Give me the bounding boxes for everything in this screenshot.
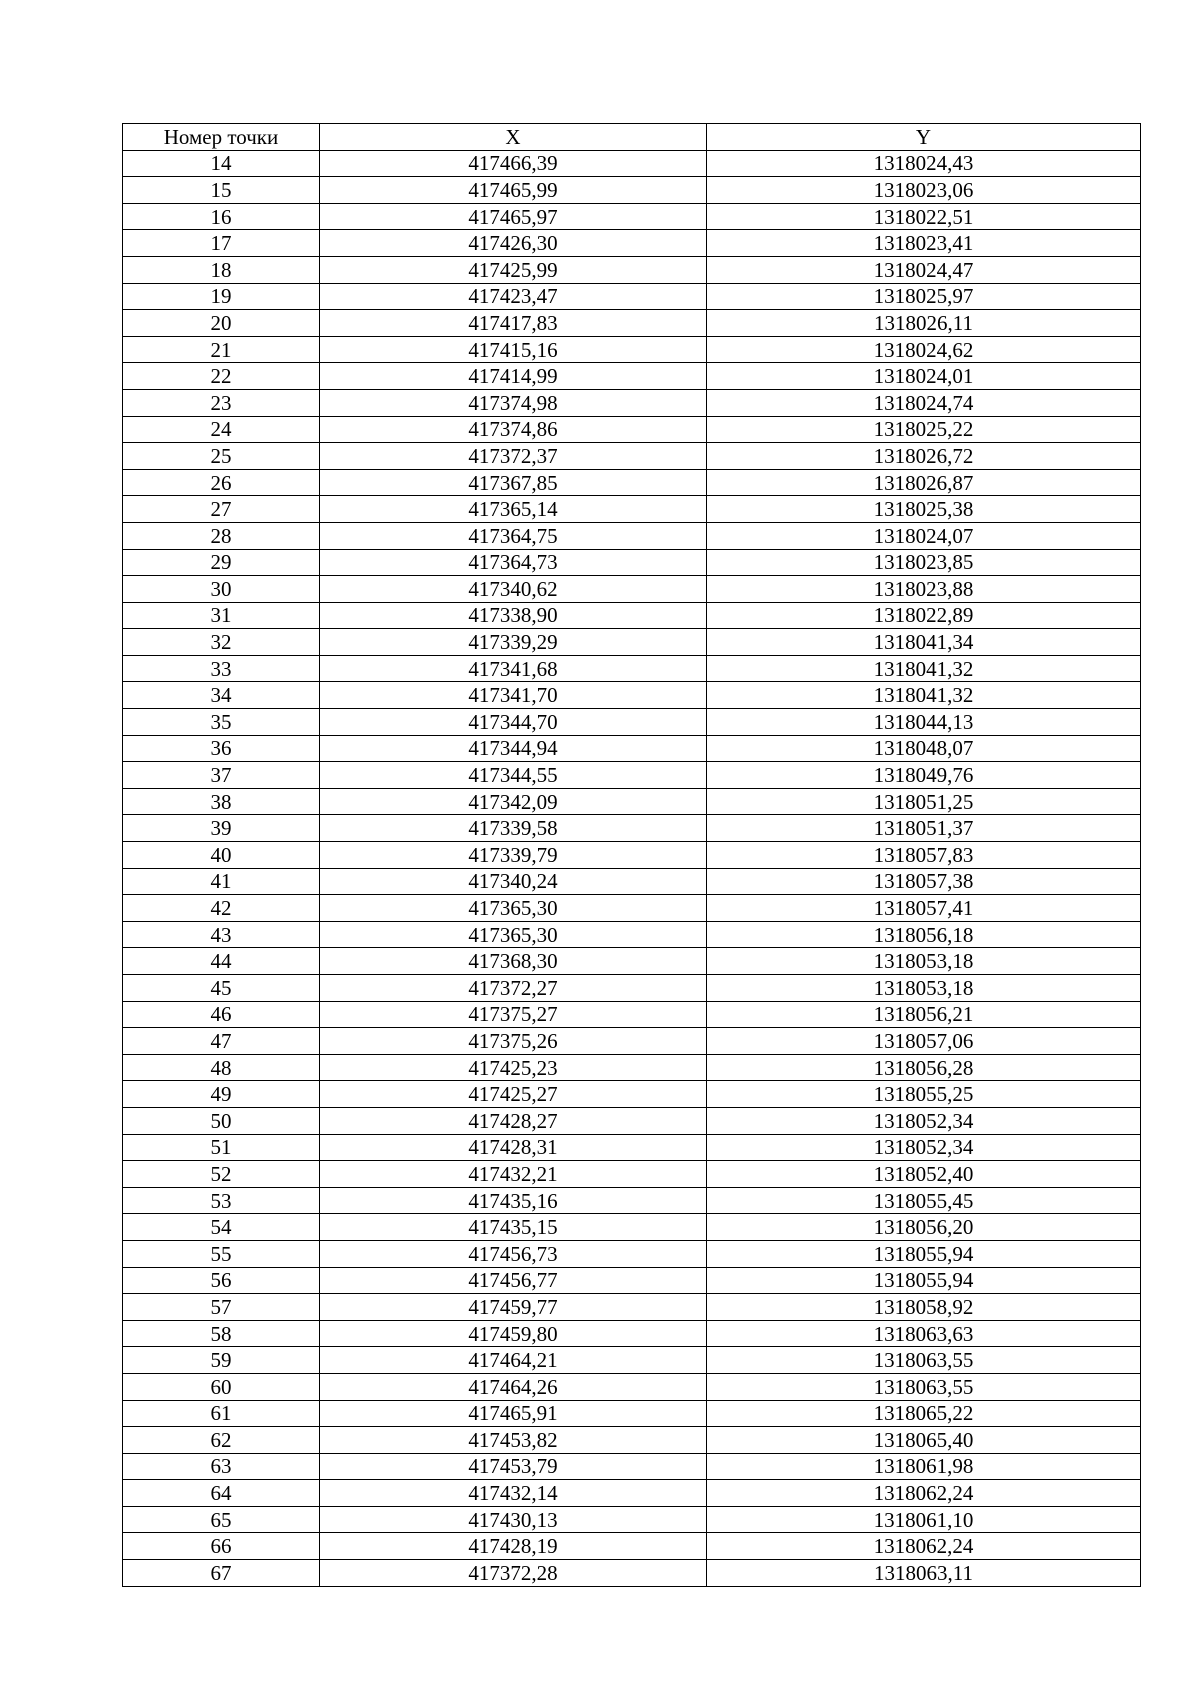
cell-y: 1318061,98 <box>707 1453 1141 1480</box>
cell-point-number: 67 <box>123 1560 320 1587</box>
table-row <box>123 496 1141 523</box>
cell-point-number: 54 <box>123 1214 320 1241</box>
cell-x: 417428,27 <box>320 1107 707 1134</box>
cell-point-number: 61 <box>123 1400 320 1427</box>
cell-x: 417365,30 <box>320 921 707 948</box>
table-body <box>123 150 1141 1586</box>
cell-point-number: 58 <box>123 1320 320 1347</box>
cell-y: 1318044,13 <box>707 709 1141 736</box>
cell-x: 417344,94 <box>320 735 707 762</box>
cell-x: 417465,91 <box>320 1400 707 1427</box>
table-row <box>123 682 1141 709</box>
cell-point-number: 63 <box>123 1453 320 1480</box>
table-row <box>123 762 1141 789</box>
cell-x: 417339,79 <box>320 842 707 869</box>
cell-x: 417368,30 <box>320 948 707 975</box>
table-row <box>123 416 1141 443</box>
cell-y: 1318051,37 <box>707 815 1141 842</box>
cell-point-number: 34 <box>123 682 320 709</box>
cell-y: 1318023,85 <box>707 549 1141 576</box>
table-row <box>123 1347 1141 1374</box>
cell-x: 417375,26 <box>320 1028 707 1055</box>
cell-y: 1318026,11 <box>707 310 1141 337</box>
table-row <box>123 443 1141 470</box>
cell-y: 1318051,25 <box>707 788 1141 815</box>
cell-point-number: 38 <box>123 788 320 815</box>
cell-y: 1318024,74 <box>707 389 1141 416</box>
cell-x: 417344,70 <box>320 709 707 736</box>
cell-x: 417338,90 <box>320 602 707 629</box>
table-row <box>123 1001 1141 1028</box>
cell-x: 417428,31 <box>320 1134 707 1161</box>
cell-point-number: 33 <box>123 655 320 682</box>
cell-x: 417423,47 <box>320 283 707 310</box>
cell-y: 1318024,62 <box>707 336 1141 363</box>
table-row <box>123 921 1141 948</box>
cell-point-number: 29 <box>123 549 320 576</box>
cell-x: 417425,23 <box>320 1054 707 1081</box>
cell-y: 1318023,41 <box>707 230 1141 257</box>
cell-point-number: 35 <box>123 709 320 736</box>
cell-point-number: 48 <box>123 1054 320 1081</box>
cell-point-number: 28 <box>123 522 320 549</box>
table-row <box>123 1134 1141 1161</box>
cell-y: 1318052,34 <box>707 1134 1141 1161</box>
cell-x: 417435,16 <box>320 1187 707 1214</box>
cell-y: 1318025,97 <box>707 283 1141 310</box>
cell-point-number: 15 <box>123 177 320 204</box>
table-row <box>123 655 1141 682</box>
table-row <box>123 389 1141 416</box>
table-row <box>123 256 1141 283</box>
cell-point-number: 18 <box>123 256 320 283</box>
header-point-number: Номер точки <box>123 124 320 151</box>
cell-y: 1318055,94 <box>707 1240 1141 1267</box>
cell-x: 417372,28 <box>320 1560 707 1587</box>
table-row <box>123 283 1141 310</box>
cell-x: 417453,79 <box>320 1453 707 1480</box>
table-row <box>123 1081 1141 1108</box>
cell-y: 1318061,10 <box>707 1506 1141 1533</box>
cell-y: 1318048,07 <box>707 735 1141 762</box>
cell-x: 417428,19 <box>320 1533 707 1560</box>
cell-x: 417365,14 <box>320 496 707 523</box>
cell-y: 1318057,41 <box>707 895 1141 922</box>
cell-y: 1318055,25 <box>707 1081 1141 1108</box>
cell-y: 1318022,89 <box>707 602 1141 629</box>
cell-y: 1318024,43 <box>707 150 1141 177</box>
cell-x: 417459,80 <box>320 1320 707 1347</box>
table-row <box>123 1107 1141 1134</box>
table-row <box>123 1373 1141 1400</box>
cell-point-number: 50 <box>123 1107 320 1134</box>
table-row <box>123 1214 1141 1241</box>
cell-x: 417432,21 <box>320 1161 707 1188</box>
cell-x: 417374,86 <box>320 416 707 443</box>
cell-point-number: 42 <box>123 895 320 922</box>
cell-x: 417456,77 <box>320 1267 707 1294</box>
cell-x: 417459,77 <box>320 1294 707 1321</box>
cell-y: 1318024,01 <box>707 363 1141 390</box>
table-row <box>123 1506 1141 1533</box>
cell-point-number: 30 <box>123 576 320 603</box>
cell-point-number: 53 <box>123 1187 320 1214</box>
table-row <box>123 203 1141 230</box>
cell-y: 1318025,38 <box>707 496 1141 523</box>
cell-y: 1318026,87 <box>707 469 1141 496</box>
cell-y: 1318062,24 <box>707 1480 1141 1507</box>
cell-point-number: 52 <box>123 1161 320 1188</box>
cell-x: 417464,21 <box>320 1347 707 1374</box>
cell-y: 1318024,07 <box>707 522 1141 549</box>
cell-y: 1318055,45 <box>707 1187 1141 1214</box>
cell-x: 417425,27 <box>320 1081 707 1108</box>
cell-point-number: 26 <box>123 469 320 496</box>
cell-point-number: 44 <box>123 948 320 975</box>
cell-y: 1318063,63 <box>707 1320 1141 1347</box>
cell-point-number: 20 <box>123 310 320 337</box>
cell-y: 1318057,83 <box>707 842 1141 869</box>
cell-y: 1318049,76 <box>707 762 1141 789</box>
table-row <box>123 842 1141 869</box>
cell-x: 417435,15 <box>320 1214 707 1241</box>
table-row <box>123 709 1141 736</box>
cell-y: 1318053,18 <box>707 948 1141 975</box>
cell-x: 417341,70 <box>320 682 707 709</box>
cell-point-number: 46 <box>123 1001 320 1028</box>
table-row <box>123 1294 1141 1321</box>
cell-y: 1318024,47 <box>707 256 1141 283</box>
cell-y: 1318062,24 <box>707 1533 1141 1560</box>
cell-x: 417372,37 <box>320 443 707 470</box>
cell-x: 417374,98 <box>320 389 707 416</box>
cell-point-number: 24 <box>123 416 320 443</box>
cell-x: 417341,68 <box>320 655 707 682</box>
cell-point-number: 62 <box>123 1427 320 1454</box>
cell-y: 1318052,34 <box>707 1107 1141 1134</box>
cell-y: 1318022,51 <box>707 203 1141 230</box>
cell-point-number: 27 <box>123 496 320 523</box>
cell-point-number: 37 <box>123 762 320 789</box>
cell-point-number: 14 <box>123 150 320 177</box>
cell-point-number: 40 <box>123 842 320 869</box>
cell-y: 1318056,21 <box>707 1001 1141 1028</box>
cell-x: 417375,27 <box>320 1001 707 1028</box>
table-row <box>123 576 1141 603</box>
cell-x: 417342,09 <box>320 788 707 815</box>
cell-point-number: 51 <box>123 1134 320 1161</box>
cell-x: 417414,99 <box>320 363 707 390</box>
cell-x: 417340,62 <box>320 576 707 603</box>
document-page <box>122 123 1141 1587</box>
cell-point-number: 39 <box>123 815 320 842</box>
cell-point-number: 55 <box>123 1240 320 1267</box>
cell-y: 1318058,92 <box>707 1294 1141 1321</box>
cell-y: 1318063,55 <box>707 1373 1141 1400</box>
cell-x: 417464,26 <box>320 1373 707 1400</box>
cell-point-number: 60 <box>123 1373 320 1400</box>
table-header <box>123 124 1141 151</box>
cell-point-number: 31 <box>123 602 320 629</box>
header-y: Y <box>707 124 1141 151</box>
cell-y: 1318065,40 <box>707 1427 1141 1454</box>
table-row <box>123 815 1141 842</box>
table-row <box>123 1028 1141 1055</box>
cell-y: 1318056,20 <box>707 1214 1141 1241</box>
table-row <box>123 1267 1141 1294</box>
header-row <box>123 124 1141 151</box>
cell-x: 417430,13 <box>320 1506 707 1533</box>
cell-point-number: 36 <box>123 735 320 762</box>
cell-x: 417465,97 <box>320 203 707 230</box>
cell-point-number: 19 <box>123 283 320 310</box>
cell-point-number: 47 <box>123 1028 320 1055</box>
cell-point-number: 17 <box>123 230 320 257</box>
table-row <box>123 177 1141 204</box>
cell-point-number: 43 <box>123 921 320 948</box>
cell-x: 417339,58 <box>320 815 707 842</box>
table-row <box>123 948 1141 975</box>
cell-x: 417417,83 <box>320 310 707 337</box>
header-x: X <box>320 124 707 151</box>
cell-x: 417340,24 <box>320 868 707 895</box>
cell-point-number: 25 <box>123 443 320 470</box>
cell-point-number: 32 <box>123 629 320 656</box>
cell-y: 1318063,11 <box>707 1560 1141 1587</box>
table-row <box>123 895 1141 922</box>
cell-point-number: 66 <box>123 1533 320 1560</box>
cell-point-number: 41 <box>123 868 320 895</box>
cell-y: 1318052,40 <box>707 1161 1141 1188</box>
table-row <box>123 469 1141 496</box>
table-row <box>123 1240 1141 1267</box>
table-row <box>123 975 1141 1002</box>
cell-y: 1318057,06 <box>707 1028 1141 1055</box>
cell-x: 417372,27 <box>320 975 707 1002</box>
table-row <box>123 1560 1141 1587</box>
cell-x: 417365,30 <box>320 895 707 922</box>
cell-point-number: 16 <box>123 203 320 230</box>
table-row <box>123 629 1141 656</box>
cell-y: 1318026,72 <box>707 443 1141 470</box>
table-row <box>123 1480 1141 1507</box>
cell-y: 1318055,94 <box>707 1267 1141 1294</box>
cell-y: 1318056,28 <box>707 1054 1141 1081</box>
cell-x: 417415,16 <box>320 336 707 363</box>
cell-point-number: 23 <box>123 389 320 416</box>
cell-x: 417344,55 <box>320 762 707 789</box>
cell-x: 417465,99 <box>320 177 707 204</box>
cell-x: 417425,99 <box>320 256 707 283</box>
table-row <box>123 363 1141 390</box>
cell-x: 417466,39 <box>320 150 707 177</box>
table-row <box>123 1161 1141 1188</box>
table-row <box>123 1533 1141 1560</box>
table-row <box>123 150 1141 177</box>
cell-point-number: 22 <box>123 363 320 390</box>
cell-y: 1318023,88 <box>707 576 1141 603</box>
table-row <box>123 868 1141 895</box>
table-row <box>123 549 1141 576</box>
cell-y: 1318056,18 <box>707 921 1141 948</box>
cell-point-number: 64 <box>123 1480 320 1507</box>
cell-y: 1318063,55 <box>707 1347 1141 1374</box>
cell-y: 1318041,32 <box>707 655 1141 682</box>
cell-y: 1318041,34 <box>707 629 1141 656</box>
table-row <box>123 336 1141 363</box>
cell-x: 417367,85 <box>320 469 707 496</box>
table-row <box>123 230 1141 257</box>
cell-y: 1318065,22 <box>707 1400 1141 1427</box>
cell-y: 1318053,18 <box>707 975 1141 1002</box>
cell-point-number: 65 <box>123 1506 320 1533</box>
cell-point-number: 45 <box>123 975 320 1002</box>
cell-point-number: 21 <box>123 336 320 363</box>
cell-point-number: 59 <box>123 1347 320 1374</box>
table-row <box>123 1187 1141 1214</box>
table-row <box>123 735 1141 762</box>
cell-y: 1318041,32 <box>707 682 1141 709</box>
cell-y: 1318025,22 <box>707 416 1141 443</box>
table-row <box>123 1427 1141 1454</box>
cell-x: 417453,82 <box>320 1427 707 1454</box>
cell-x: 417426,30 <box>320 230 707 257</box>
table-row <box>123 602 1141 629</box>
table-row <box>123 1320 1141 1347</box>
table-row <box>123 1453 1141 1480</box>
cell-point-number: 57 <box>123 1294 320 1321</box>
cell-x: 417456,73 <box>320 1240 707 1267</box>
cell-y: 1318023,06 <box>707 177 1141 204</box>
table-row <box>123 310 1141 337</box>
cell-x: 417364,73 <box>320 549 707 576</box>
cell-x: 417432,14 <box>320 1480 707 1507</box>
table-row <box>123 788 1141 815</box>
cell-point-number: 56 <box>123 1267 320 1294</box>
cell-y: 1318057,38 <box>707 868 1141 895</box>
cell-x: 417364,75 <box>320 522 707 549</box>
cell-x: 417339,29 <box>320 629 707 656</box>
table-row <box>123 1400 1141 1427</box>
cell-point-number: 49 <box>123 1081 320 1108</box>
table-row <box>123 1054 1141 1081</box>
table-row <box>123 522 1141 549</box>
coordinates-table <box>122 123 1141 1587</box>
